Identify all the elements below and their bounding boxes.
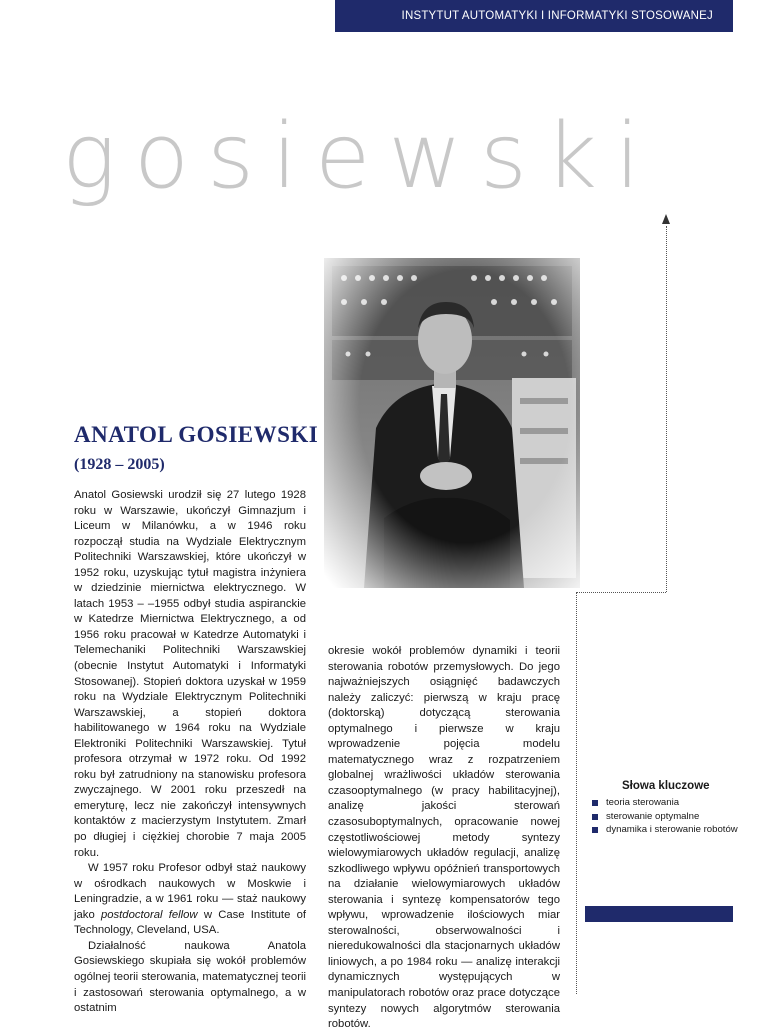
biography-paragraph: okresie wokół problemów dynamiki i teorii sterowania robotów przemysłowych. Do jego najważniejszych osiągnięć badawczych należy zaliczyć: pierwszą w kraju pracę (doktorską) dotyczącą sterowania optymalnego i pierwsze w kraju wprowadzenie pojęcia modelu matematycznego wraz z rozpatrzeniem globalnej wrażliwości układów sterowania czasooptymalnego (w pracy habilitacyjnej), analizę jakości sterowań czasosuboptymalnych, opracowanie nowej częstotliwościowej metody syntezy wielowymiarowych układów regulacji, analizę szkodliwego wpływu opóźnień transportowych na działanie wielowymiarowych układów sterowania i syntezę kompensatorów tego wpływu, wprowadzenie ilościowych miar sterowalności, obserwowalności i nieredukowalności dla stacjonarnych układów liniowych, a po 1984 roku — analizę interakcji dynamicznych występujących w manipulatorach robotów oraz prace dotyczące syntezy nowych algorytmów sterowania robotów. — [328, 645, 560, 1031]
text-run: W 1957 roku Profesor odbył staż naukowy w ośrodkach naukowych w Moskwie i Leningradzie, a w 1961 roku — staż naukowy jako — [74, 862, 306, 921]
keywords-list — [592, 797, 742, 838]
keyword-item — [592, 797, 742, 810]
keyword-item — [592, 824, 742, 837]
biography-paragraph — [74, 861, 306, 939]
institute-name: INSTYTUT AUTOMATYKI I INFORMATYKI STOSOWANEJ — [401, 10, 713, 22]
square-bullet-icon — [592, 827, 598, 833]
keyword-label: sterowanie optymalne — [606, 810, 700, 822]
biography-paragraph: Anatol Gosiewski urodził się 27 lutego 1928 roku w Warszawie, ukończył Gimnazjum i Liceum w Milanówku, a w 1946 roku rozpoczął studia na Wydziale Elektrycznym Politechniki Warszawskiej, które ukończył w 1952 roku, uzyskując tytuł magistra inżyniera w dziedzinie miernictwa elektrycznego. W latach 1953 – –1955 odbył studia aspiranckie w Katedrze Miernictwa Elektrycznego, a od 1956 roku pracował w Katedrze Automatyki i Telemechaniki Politechniki Warszawskiej (obecnie Instytut Automatyki i Informatyki Stosowanej). Stopień doktora uzyskał w 1959 roku na Wydziale Elektrycznym Politechniki Warszawskiej, a stopień doktora habilitowanego w 1964 roku na Wydziale Elektroniki Politechniki Warszawskiej. Tytuł profesora otrzymał w 1972 roku. Od 1992 roku był zatrudniony na stanowisku profesora zwyczajnego. W 2001 roku przeszedł na emeryturę, lecz nie zakończył intensywnych kontaktów z macierzystym Instytutem. Zmarł po długiej i ciężkiej chorobie 7 maja 2005 roku. — [74, 489, 306, 859]
dotted-line-horizontal — [576, 592, 666, 593]
keywords-title: Słowa kluczowe — [622, 780, 710, 792]
biography-left-column — [74, 488, 306, 1017]
keyword-label: dynamika i sterowanie robotów — [606, 824, 738, 835]
keyword-label: teoria sterowania — [606, 797, 680, 808]
biography-middle-column — [328, 644, 560, 1033]
person-years: (1928 – 2005) — [74, 456, 165, 473]
square-bullet-icon — [592, 800, 598, 806]
italic-term: postdoctoral fellow — [100, 908, 198, 921]
decorative-bar — [585, 906, 733, 922]
surname-banner: gosiewski — [62, 104, 658, 209]
arrow-up-icon — [662, 214, 670, 224]
dotted-line-vertical — [666, 226, 667, 592]
portrait-illustration — [324, 258, 580, 588]
person-name: ANATOL GOSIEWSKI — [74, 422, 319, 447]
portrait-photo — [324, 258, 580, 588]
keyword-item — [592, 811, 742, 824]
square-bullet-icon — [592, 814, 598, 820]
biography-paragraph: Działalność naukowa Anatola Gosiewskiego skupiała się wokół problemów ogólnej teorii sterowania, matematycznej teorii i zastosowań sterowania optymalnego, a w ostatnim — [74, 939, 306, 1015]
text-run: w Case Institute of Technology, Cleveland, USA. — [74, 908, 306, 937]
header-bar — [335, 0, 733, 32]
dotted-line-vertical-lower — [576, 592, 577, 994]
